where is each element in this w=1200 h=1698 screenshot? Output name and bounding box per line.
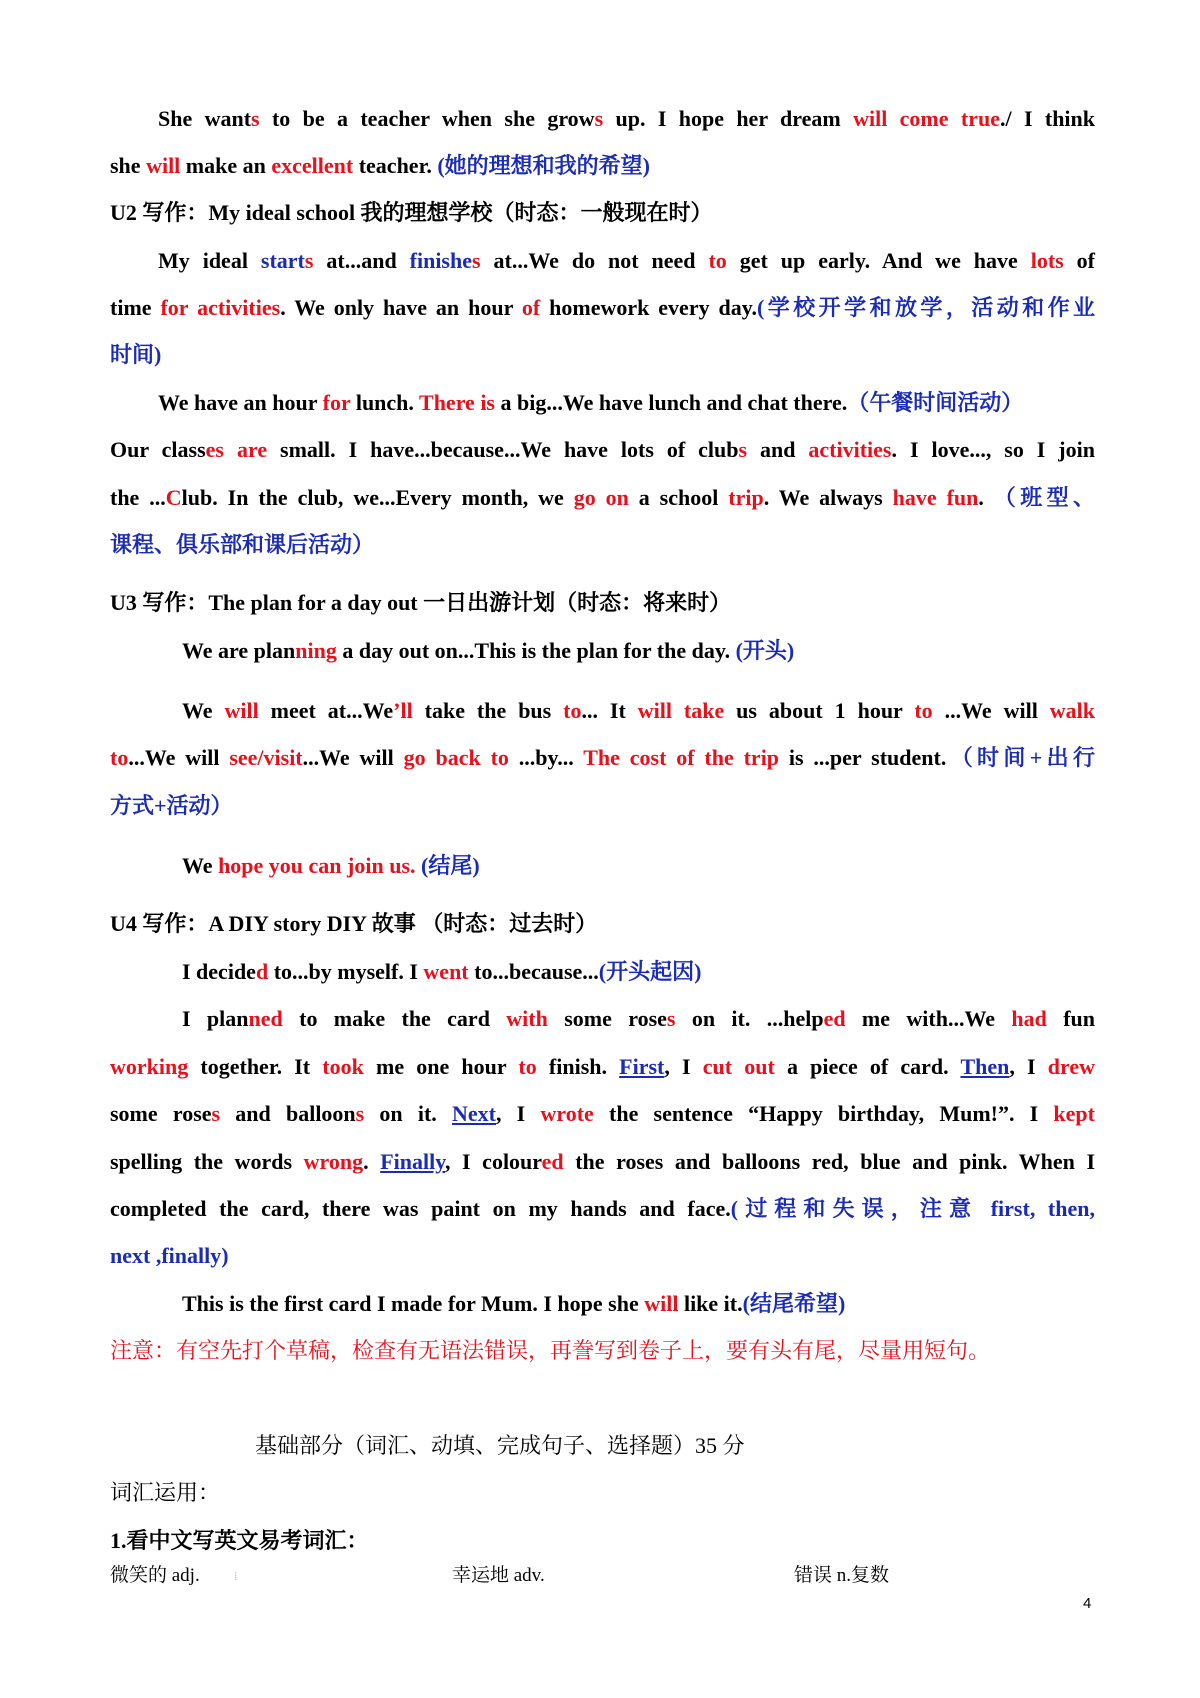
text-run: I decide [182,959,256,984]
text-run: We [182,698,225,723]
highlighted-text: went [423,959,469,984]
text-run: of [1063,248,1096,273]
text-line [110,743,1095,773]
highlighted-text: have fun [892,485,979,510]
text-line [110,1052,1095,1082]
highlighted-text: will take [637,698,725,723]
text-run: homework every day. [540,295,758,320]
highlighted-text: trip [728,485,764,510]
highlighted-text: d [255,959,269,984]
highlighted-text: The cost of the trip [583,745,780,770]
highlighted-text: working [110,1054,189,1079]
text-run: some rose [547,1006,667,1031]
text-run: ...by... [508,745,584,770]
highlighted-text: (开头起因) [598,959,702,984]
text-run: a school [628,485,729,510]
highlighted-text: for [322,390,351,415]
highlighted-text: There is [419,390,495,415]
highlighted-text: s [211,1101,221,1126]
text-run: ...We will [932,698,1050,723]
text-run: , I [664,1054,703,1079]
text-run: the ... [110,485,166,510]
highlighted-text: start [260,248,305,273]
highlighted-text: will [146,153,181,178]
text-run: and balloon [220,1101,356,1126]
highlighted-text: next ,finally) [110,1243,229,1268]
highlighted-text: wrote [540,1101,594,1126]
text-run: , I [495,1101,541,1126]
highlighted-text: drew [1047,1054,1096,1079]
highlighted-text: to [563,698,582,723]
highlighted-text: ned [248,1006,283,1031]
highlighted-text: lots [1030,248,1064,273]
text-run: meet at...We [258,698,394,723]
text-run: U3 写作：The plan for a day out 一日出游计划（时态：将来时） [110,590,732,615]
text-run: a day out on...This is the plan for the day. [336,638,736,663]
text-line [110,483,1095,513]
highlighted-text: Finally [380,1149,445,1174]
text-line [110,1099,1095,1129]
highlighted-text: walk [1049,698,1096,723]
vocab-item-smiling: 微笑的 adj. [110,1565,200,1586]
highlighted-text: to [914,698,933,723]
text-run: take the bus [412,698,564,723]
text-run: ... It [581,698,638,723]
vocab-item-mistakes: 错误 n.复数 [794,1565,890,1586]
text-run: together. It [188,1054,323,1079]
highlighted-text: finishe [409,248,472,273]
text-run: time [110,295,161,320]
text-run: on it. [364,1101,452,1126]
text-line [110,530,1095,560]
text-run: at...We do not need [480,248,709,273]
highlighted-text: of [521,295,541,320]
highlighted-text: 时间) [110,342,162,367]
highlighted-text: go back to [403,745,509,770]
text-line [255,1431,1200,1461]
highlighted-text: will come true [853,106,1000,131]
text-line [182,957,1095,987]
text-line [110,198,1095,228]
text-run: We [182,853,219,878]
text-run: lub. In the club, we...Every month, we [181,485,574,510]
highlighted-text: 注意：有空先打个草稿，检查有无语法错误，再誊写到卷子上，要有头有尾，尽量用短句。 [110,1338,991,1363]
text-run: and [747,437,809,462]
text-run: ...We will [302,745,404,770]
text-run: U2 写作：My ideal school 我的理想学校（时态：一般现在时） [110,200,713,225]
highlighted-text: with [506,1006,548,1031]
highlighted-text: (结尾希望) [742,1291,846,1316]
highlighted-text: ed [823,1006,846,1031]
text-run: a big...We have lunch and chat there. [495,390,848,415]
highlighted-text: (开头) [735,638,795,663]
text-run: spelling the words [110,1149,304,1174]
vocab-item-luckily: 幸运地 adv. [452,1565,545,1586]
highlighted-text: （班型、 [993,485,1096,510]
text-run: We have an hour [158,390,323,415]
text-run: I plan [182,1006,249,1031]
highlighted-text: 课程、俱乐部和课后活动） [110,532,375,557]
text-line [182,636,1095,666]
page-number: 4 [1083,1595,1092,1612]
text-line [182,1289,1095,1319]
text-run: , I [1009,1054,1048,1079]
text-run: a piece of card. [774,1054,961,1079]
text-run: small. I have...because...We have lots of club [267,437,739,462]
text-line [110,340,1095,370]
text-run: some rose [110,1101,212,1126]
text-line [110,909,1095,939]
text-run: ...We will [128,745,230,770]
text-run: me one hour [363,1054,519,1079]
highlighted-text: for activities [160,295,281,320]
text-line [110,1241,1095,1271]
highlighted-text: kept [1053,1101,1095,1126]
text-line [110,1336,1095,1366]
highlighted-text: (学校开学和放学，活动和作业 [757,295,1096,320]
highlighted-text: (结尾) [421,853,480,878]
text-line [182,1004,1095,1034]
text-run: completed the card, there was paint on my hands and face. [110,1196,731,1221]
text-line [158,104,1095,134]
highlighted-text: cut out [702,1054,775,1079]
highlighted-text: will [224,698,259,723]
text-run: the sentence “Happy birthday, Mum!”. I [593,1101,1054,1126]
text-run: . I love..., so I join [891,437,1095,462]
highlighted-text: es are [205,437,268,462]
highlighted-text: ’ll [393,698,413,723]
text-run: to be a teacher when she grow [259,106,595,131]
highlighted-text: （午餐时间活动） [847,390,1024,415]
text-line [158,246,1095,276]
text-run: she [110,153,147,178]
text-run: lunch. [350,390,420,415]
text-line [110,588,1095,618]
highlighted-text: go on [573,485,629,510]
text-run: finish. [536,1054,620,1079]
highlighted-text: s [594,106,604,131]
highlighted-text: to [110,745,129,770]
text-run: , I colour [444,1149,542,1174]
text-run: . We only have an hour [280,295,522,320]
text-run: like it. [678,1291,743,1316]
highlighted-text: to [518,1054,537,1079]
text-run: Our class [110,437,206,462]
highlighted-text: （时间+出行 [946,745,1095,770]
text-line [182,696,1095,726]
text-line [110,1194,1095,1224]
highlighted-text: wrong [303,1149,364,1174]
text-run: to...by myself. I [268,959,424,984]
text-run: U4 写作：A DIY story DIY 故事 （时态：过去时） [110,911,598,936]
highlighted-text: 方式+活动） [110,793,233,818]
highlighted-text: Then [960,1054,1010,1079]
highlighted-text: s [251,106,260,131]
text-run: us about 1 hour [724,698,915,723]
text-run: to make the card [282,1006,507,1031]
highlighted-text: s [355,1101,365,1126]
text-run: ./ I think [999,106,1096,131]
highlighted-text: s [738,437,748,462]
text-run: teacher. [353,153,438,178]
text-run: on it. ...help [675,1006,824,1031]
text-run: me with...We [845,1006,1012,1031]
text-line [110,1147,1095,1177]
highlighted-text: to [708,248,727,273]
highlighted-text: hope you can join us. [218,853,416,878]
text-run: fun [1046,1006,1095,1031]
text-run: get up early. And we have [726,248,1031,273]
text-line [110,1526,1095,1556]
highlighted-text: 基础部分（词汇、动填、完成句子、选择题）35 分 [255,1433,745,1458]
text-run: 1.看中文写英文易考词汇： [110,1528,369,1553]
text-run: make an [180,153,272,178]
highlighted-text: s [304,248,314,273]
text-run: the roses and balloons red, blue and pink. When I [563,1149,1096,1174]
text-line [182,851,1095,881]
text-line [110,151,1095,181]
highlighted-text: will [644,1291,679,1316]
highlighted-text: took [322,1054,364,1079]
text-line [158,388,1095,418]
highlighted-text: excellent [271,153,354,178]
text-run: My ideal [158,248,261,273]
text-cursor-mark: ⁞ [234,1569,238,1583]
text-run: This is the first card I made for Mum. I hope she [182,1291,645,1316]
highlighted-text: activities [808,437,892,462]
text-run: . [363,1149,381,1174]
text-run: is ...per student. [779,745,947,770]
highlighted-text: had [1011,1006,1047,1031]
highlighted-text: (过程和失误，注意 first, then, [730,1196,1095,1221]
text-run: We are plan [182,638,296,663]
text-run: up. I hope her dream [603,106,854,131]
text-run: to...because... [468,959,599,984]
highlighted-text: (她的理想和我的希望) [437,153,650,178]
text-line [110,293,1095,323]
highlighted-text: s [472,248,481,273]
highlighted-text: 词汇运用： [110,1480,221,1505]
text-run: . We always [763,485,893,510]
highlighted-text: s [666,1006,676,1031]
text-run: She want [158,106,252,131]
highlighted-text: ning [295,638,337,663]
text-line [110,791,1095,821]
highlighted-text: ed [541,1149,564,1174]
text-line [110,1478,1095,1508]
text-run: at...and [313,248,410,273]
highlighted-text: see/visit [229,745,303,770]
highlighted-text: First [619,1054,665,1079]
text-run: . [978,485,994,510]
highlighted-text: C [165,485,182,510]
text-line [110,435,1095,465]
highlighted-text: Next [452,1101,496,1126]
